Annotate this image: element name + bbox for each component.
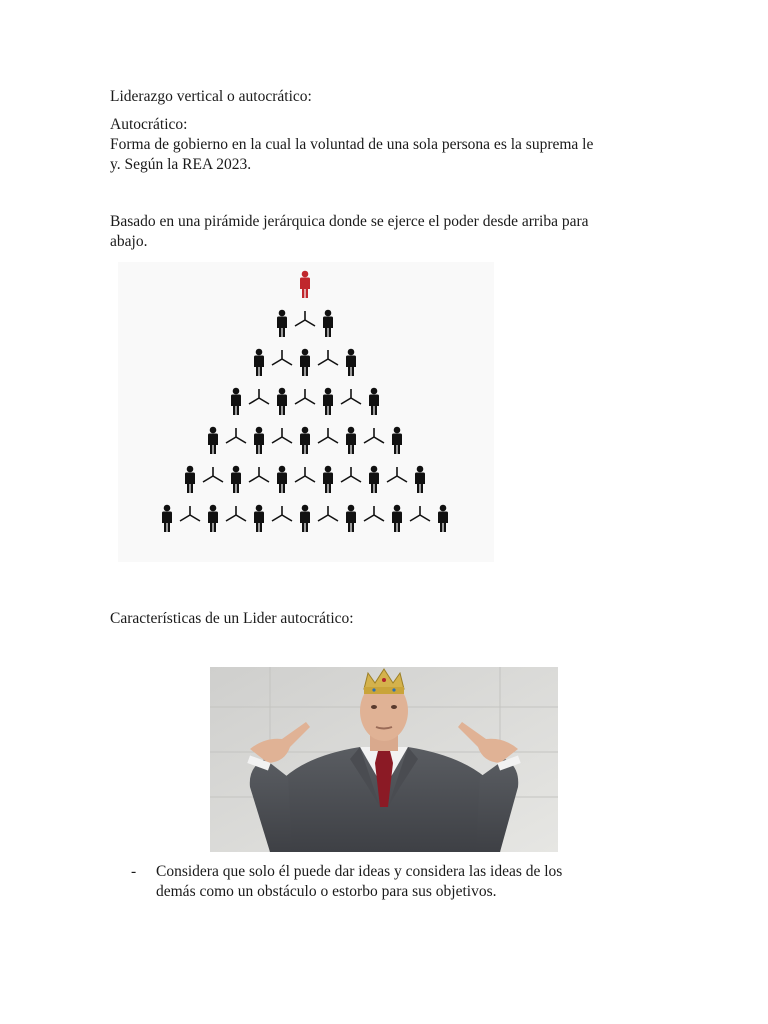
person-figure <box>162 505 172 532</box>
definition-term: Autocrático: <box>110 116 188 133</box>
hierarchy-connector <box>272 428 292 443</box>
person-figure <box>392 505 402 532</box>
person-figure <box>369 388 379 415</box>
person-figure <box>346 427 356 454</box>
person-figure <box>277 466 287 493</box>
hierarchy-connector <box>226 428 246 443</box>
hierarchy-connector <box>272 506 292 521</box>
bullet-line-1: Considera que solo él puede dar ideas y considera las ideas de los <box>156 863 563 880</box>
person-figure <box>346 349 356 376</box>
bullet-line-2: demás como un obstáculo o estorbo para sus objetivos. <box>156 883 497 900</box>
person-figure <box>300 349 310 376</box>
person-figure <box>300 505 310 532</box>
hierarchy-connector <box>364 506 384 521</box>
hierarchy-connector <box>272 350 292 365</box>
hierarchy-connector <box>295 467 315 482</box>
pyramid-paragraph-line-2: abajo. <box>110 233 148 250</box>
hierarchy-connector <box>318 506 338 521</box>
hierarchy-connector <box>341 467 361 482</box>
person-figure <box>323 310 333 337</box>
person-figure <box>254 427 264 454</box>
person-figure <box>415 466 425 493</box>
leader-figure <box>300 271 310 298</box>
person-figure <box>438 505 448 532</box>
hierarchy-connector <box>295 389 315 404</box>
crowned-man-photo <box>210 667 558 852</box>
definition-line-1: Forma de gobierno en la cual la voluntad de una sola persona es la suprema le <box>110 136 594 153</box>
person-figure <box>277 388 287 415</box>
hierarchy-connector <box>341 389 361 404</box>
person-figure <box>392 427 402 454</box>
person-figure <box>346 505 356 532</box>
hierarchy-connector <box>364 428 384 443</box>
person-figure <box>300 427 310 454</box>
hierarchy-connector <box>226 506 246 521</box>
hierarchy-connector <box>318 350 338 365</box>
crowned-man-illustration <box>210 667 558 852</box>
person-figure <box>208 427 218 454</box>
bullet-marker: - <box>131 863 137 880</box>
definition-block <box>110 115 670 175</box>
definition-line-2: y. Según la REA 2023. <box>110 156 252 173</box>
person-figure <box>208 505 218 532</box>
person-figure <box>277 310 287 337</box>
hierarchy-connector <box>387 467 407 482</box>
hierarchy-connector <box>295 311 315 326</box>
hierarchy-connector <box>203 467 223 482</box>
person-figure <box>323 388 333 415</box>
hierarchy-connector <box>410 506 430 521</box>
person-figure <box>231 388 241 415</box>
pyramid-paragraph-line-1: Basado en una pirámide jerárquica donde se ejerce el poder desde arriba para <box>110 213 589 230</box>
person-figure <box>323 466 333 493</box>
hierarchy-pyramid-image <box>118 262 494 562</box>
hierarchy-connector <box>249 467 269 482</box>
person-figure <box>254 349 264 376</box>
characteristics-heading: Características de un Lider autocrático: <box>110 610 354 627</box>
hierarchy-pyramid-graphic <box>118 262 494 562</box>
person-figure <box>185 466 195 493</box>
bullet-text <box>156 862 651 902</box>
hierarchy-connector <box>318 428 338 443</box>
person-figure <box>254 505 264 532</box>
section-heading: Liderazgo vertical o autocrático: <box>110 88 312 105</box>
pyramid-paragraph <box>110 212 670 252</box>
hierarchy-connector <box>180 506 200 521</box>
person-figure <box>369 466 379 493</box>
person-figure <box>231 466 241 493</box>
hierarchy-connector <box>249 389 269 404</box>
